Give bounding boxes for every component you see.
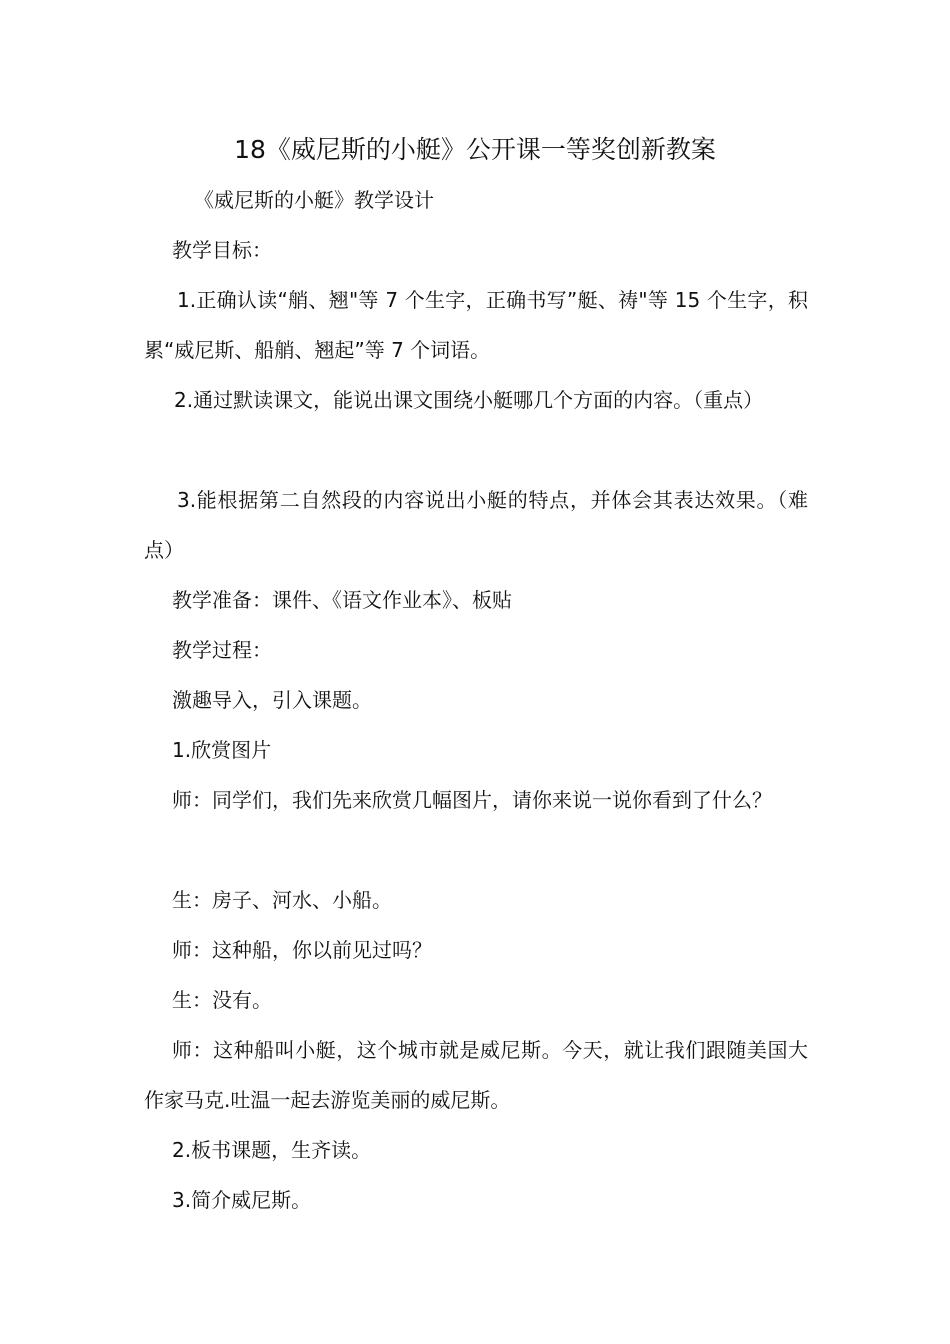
document-title: 18《威尼斯的小艇》公开课一等奖创新教案 (234, 135, 716, 164)
dialogue-teacher-1: 师：同学们，我们先来欣赏几幅图片，请你来说一说你看到了什么？ (172, 788, 772, 812)
objectives-heading: 教学目标： (172, 238, 272, 262)
step-1-heading: 1.欣赏图片 (172, 738, 272, 762)
preparation-paragraph: 教学准备：课件、《语文作业本》、板贴 (172, 588, 512, 612)
intro-step: 激趣导入，引入课题。 (172, 688, 372, 712)
dialogue-teacher-3: 师：这种船叫小艇，这个城市就是威尼斯。今天，就让我们跟随美国大作家马克.吐温一起去游览美丽的威尼斯。 (144, 1038, 808, 1112)
step-2-heading: 2.板书课题，生齐读。 (172, 1138, 372, 1162)
step-3-heading: 3.简介威尼斯。 (172, 1188, 312, 1212)
dialogue-teacher-2: 师：这种船，你以前见过吗？ (172, 938, 432, 962)
objective-item-2: 2.通过默读课文，能说出课文围绕小艇哪几个方面的内容。（重点） (174, 388, 764, 412)
objective-item-1: 1.正确认读“艄、翘"等 7 个生字，正确书写”艇、祷"等 15 个生字，积累“威尼斯、船艄、翘起”等 7 个词语。 (144, 288, 808, 362)
process-heading: 教学过程： (172, 638, 272, 662)
dialogue-student-2: 生：没有。 (172, 988, 272, 1012)
objective-item-3: 3.能根据第二自然段的内容说出小艇的特点，并体会其表达效果。（难点） (144, 488, 808, 562)
subtitle-paragraph: 《威尼斯的小艇》教学设计 (194, 188, 434, 212)
dialogue-student-1: 生：房子、河水、小船。 (172, 888, 392, 912)
